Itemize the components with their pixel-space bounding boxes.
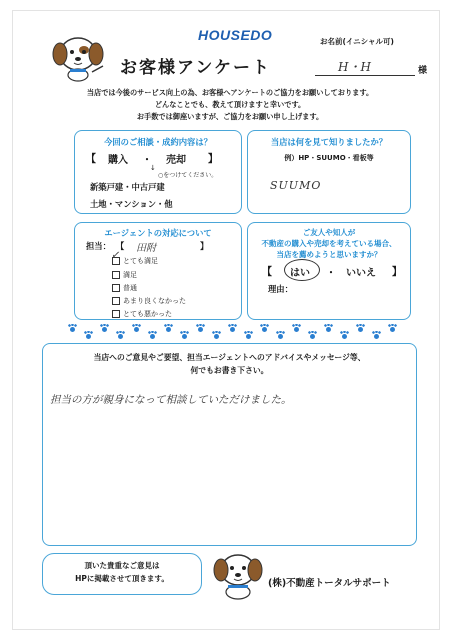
paw-print-icon (116, 331, 125, 339)
agent-label: 担当： (86, 241, 111, 251)
comment-title-1: 当店へのご意見やご要望、担当エージェントへのアドバイスやメッセージ等、 (93, 353, 366, 362)
consult-types-2: 土地・マンション・他 (90, 199, 173, 209)
paw-print-icon (340, 331, 349, 339)
company-name: (株)不動産トータルサポート (268, 578, 391, 589)
consult-option-buy: 購入 (108, 155, 128, 166)
referral-bracket-right: 】 (392, 267, 402, 278)
name-underline (315, 75, 415, 76)
agent-option-0: とても満足 (112, 256, 158, 266)
bubble-line-2: HPに掲載させて頂きます。 (75, 574, 169, 583)
referral-title-1: ご友人や知人が (302, 228, 356, 237)
name-suffix: 様 (418, 66, 428, 76)
source-title: 当店は何を見て知りましたか？ (270, 137, 388, 147)
referral-bracket-left: 【 (262, 267, 272, 278)
agent-option-1: 満足 (112, 270, 137, 280)
paw-print-icon (84, 331, 93, 339)
paw-print-icon (260, 324, 269, 332)
paw-print-icon (196, 324, 205, 332)
agent-option-3: あまり良くなかった (112, 296, 186, 306)
referral-yes: はい (290, 268, 310, 279)
paw-print-icon (100, 324, 109, 332)
paw-print-icon (308, 331, 317, 339)
agent-title: エージェントの対応について (104, 228, 212, 238)
page-title: お客様アンケート (120, 58, 271, 78)
paw-print-icon (276, 331, 285, 339)
paw-print-icon (372, 331, 381, 339)
brand-logo: HOUSEDO (198, 27, 273, 43)
paw-print-icon (244, 331, 253, 339)
paw-print-icon (292, 324, 301, 332)
agent-name: 田附 (136, 243, 156, 254)
dog-mascot-bottom-icon (210, 548, 266, 602)
paw-print-icon (180, 331, 189, 339)
referral-title-3: 当店を薦めようと思いますか？ (276, 250, 382, 259)
consult-dot: ・ (142, 155, 152, 166)
agent-option-4: とても悪かった (112, 309, 172, 319)
source-answer: SUUMO (270, 179, 322, 192)
paw-print-icon (228, 324, 237, 332)
customer-name: H・H (338, 60, 371, 74)
arrow-down-icon: ↓ (150, 164, 156, 172)
paw-print-icon (148, 331, 157, 339)
consult-note: ○をつけてください。 (158, 172, 218, 179)
paw-print-icon (212, 331, 221, 339)
intro-line-2: どんなことでも、教えて頂けますと幸いです。 (154, 100, 306, 109)
paw-print-icon (356, 324, 365, 332)
agent-bracket-left: 【 (116, 241, 125, 251)
referral-title-2: 不動産の購入や売却を考えている場合、 (261, 239, 397, 248)
source-example: 例）HP・SUUMO・看板等 (284, 154, 374, 162)
paw-print-icon (388, 324, 397, 332)
agent-option-2: 普通 (112, 283, 137, 293)
comment-title-2: 何でもお書き下さい。 (190, 366, 269, 375)
paw-print-icon (324, 324, 333, 332)
check-mark-icon: ✓ (111, 250, 120, 261)
referral-dot: ・ (326, 268, 336, 279)
paw-print-icon (164, 324, 173, 332)
intro-line-3: お手数では御座いますが、ご協力をお願い申し上げます。 (136, 112, 324, 121)
dog-mascot-icon (48, 28, 106, 84)
name-label: お名前(イニシャル可) (320, 37, 394, 46)
consult-option-sell: 売却 (166, 155, 186, 166)
consult-title: 今回のご相談・成約内容は？ (104, 137, 212, 147)
referral-reason-label: 理由： (268, 284, 293, 294)
referral-no: いいえ (346, 268, 376, 279)
comment-answer: 担当の方が親身になって相談していただけました。 (50, 394, 292, 406)
intro-line-1: 当店では今後のサービス向上の為、お客様へアンケートのご協力をお願いしております。 (86, 88, 374, 97)
agent-bracket-right: 】 (200, 241, 209, 251)
consult-types-1: 新築戸建・中古戸建 (90, 182, 165, 192)
consult-bracket-left: 【 (86, 154, 96, 165)
consult-bracket-right: 】 (208, 154, 218, 165)
paw-print-icon (68, 324, 77, 332)
bubble-line-1: 頂いた貴重なご意見は (84, 561, 160, 570)
paw-print-icon (132, 324, 141, 332)
yes-circle-mark (284, 259, 320, 281)
